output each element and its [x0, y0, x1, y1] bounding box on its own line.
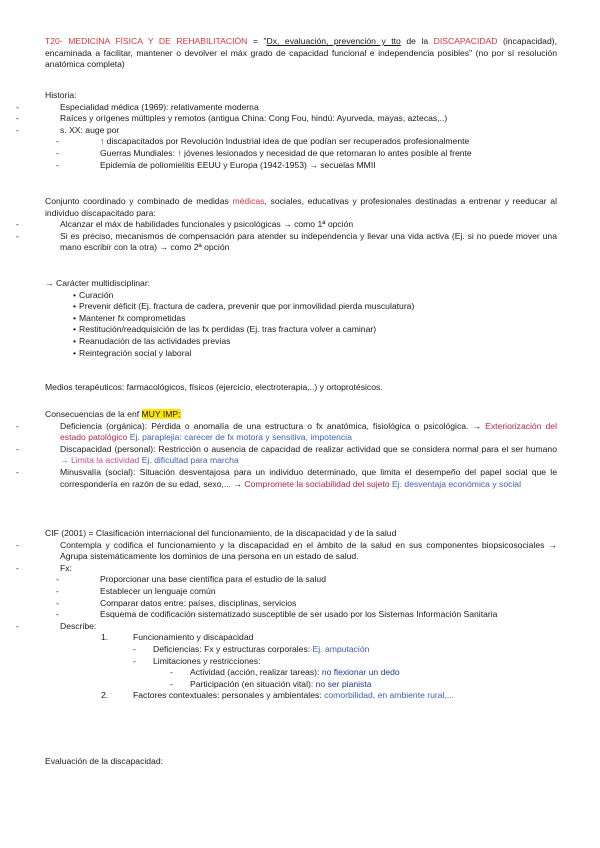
cif-num-2: 2.	[101, 690, 109, 701]
cif-fx-text: Establecer un lenguaje común	[100, 585, 216, 596]
caracter-item-text: Reanudación de las actividades previas	[79, 335, 231, 346]
list-item	[45, 667, 557, 679]
list-item	[0, 444, 557, 467]
list-item	[45, 690, 557, 702]
list-item	[45, 644, 557, 656]
list-item	[45, 656, 557, 668]
list-item	[0, 160, 557, 172]
deficiencia-text: Deficiencia (orgánica): Pérdida o anomalía de una estructura o fx anatómica, fisiológica o psicológica. →	[60, 420, 486, 431]
list-item	[45, 313, 557, 325]
minusvalia-text: Minusvalía (social): Situación desventajosa para un individuo determinado, que limita el desempeño del papel social que le correspondería en razón de su edad, sexo,... →	[60, 466, 557, 489]
cif-act-example: no flexionar un dedo	[321, 667, 400, 678]
discapacidad-example: Ej. dificultad para marcha	[141, 455, 239, 466]
conjunto-item-text: Alcanzar el máx de habilidades funcionales y psicológicas → como 1ª opción	[60, 219, 354, 230]
list-item	[45, 301, 557, 313]
list-item	[0, 102, 557, 114]
consecuencias-heading: Consecuencias de la enf	[45, 409, 142, 419]
historia-sub-text: Epidemia de poliomielitis EEUU y Europa (1942-1953) → secuelas MMII	[100, 159, 376, 170]
cif-heading: CIF (2001) = Clasificación internacional del funcionamiento, de la discapacidad y de la salud	[45, 528, 397, 538]
cif-ctx-example: comorbilidad, en ambiente rural,...	[324, 690, 455, 701]
list-item	[0, 421, 557, 444]
historia-item-text: s. XX: auge por	[60, 124, 120, 135]
historia-heading: Historia:	[45, 90, 77, 100]
caracter-section	[45, 278, 557, 359]
list-item	[0, 113, 557, 125]
title-rest: (incapacidad), encaminada a facilitar, mantener o devolver el máx grado de capacidad funcional e independencia posibles" (no por sí resolución anatómica completa)	[45, 36, 557, 70]
cif-describe-label: Describe:	[60, 620, 97, 631]
historia-item-text: Especialidad médica (1969): relativamente moderna	[60, 101, 259, 112]
caracter-item-text: Mantener fx comprometidas	[79, 312, 186, 323]
historia-sub-text: ↑ discapacitados por Revolución Industrial idea de que podían ser recuperados profesionalmente	[100, 136, 470, 147]
cif-part-label: Participación (en situación vital):	[190, 678, 316, 689]
deficiencia-example: Ej. paraplejia: carecer de fx motora y sensitiva, impotencia	[129, 432, 352, 443]
title-of: de la	[400, 36, 434, 46]
conjunto-pre: Conjunto coordinado y combinado de medidas	[45, 196, 233, 206]
historia-item-text: Raíces y orígenes múltiples y remotos (antigua China: Cong Fou, hindú: Ayurveda, mayas, aztecas,..)	[60, 113, 448, 124]
list-item	[0, 563, 557, 575]
list-item	[0, 609, 557, 621]
list-item	[0, 574, 557, 586]
medios-text: Medios terapéuticos: farmacológicos, físicos (ejercicio, electroterapia,..) y ortoprotésicos.	[45, 382, 383, 392]
cif-ctx-label: Factores contextuales: personales y ambientales:	[133, 690, 325, 701]
caracter-item-text: Reintegración social y laboral	[79, 347, 192, 358]
list-item	[0, 231, 557, 254]
list-item	[45, 324, 557, 336]
caracter-item-text: Prevenir déficit (Ej. fractura de cadera, prevenir que por inmovilidad pierda musculatura)	[79, 301, 415, 312]
conjunto-section	[45, 196, 557, 254]
conjunto-item-text: Si es preciso, mecanismos de compensación para atender su independencia y llevar una vida activa (Ej. si no puede mover una mano escribir con la otra) → como 2ª opción	[60, 230, 557, 253]
minusvalia-red: Compromete la sociabilidad del sujeto	[244, 478, 393, 489]
cif-section	[45, 528, 557, 702]
deficiencia-red: Exteriorización del estado patológico	[60, 420, 557, 443]
cif-part-example: no ser pianista	[315, 678, 372, 689]
cif-num-1: 1.	[101, 632, 109, 643]
list-item	[0, 219, 557, 231]
caracter-item-text: Restitución/readquisición de las fx perdidas (Ej. tras fractura volver a caminar)	[79, 324, 377, 335]
list-item	[0, 621, 557, 633]
list-item	[0, 125, 557, 137]
list-item	[0, 148, 557, 160]
consecuencias-highlight: MUY IMP:	[141, 409, 181, 419]
historia-sub-text: Guerras Mundiales: ↑ jóvenes lesionados y necesidad de que retornaran lo antes posible al frente	[100, 147, 472, 158]
list-item	[45, 290, 557, 302]
list-item	[45, 348, 557, 360]
list-item	[0, 540, 557, 563]
historia-section	[45, 90, 557, 171]
list-item	[45, 679, 557, 691]
discapacidad-text: Discapacidad (personal): Restricción o ausencia de capacidad de realizar actividad que se considera normal para el ser humano	[60, 443, 557, 454]
cif-fx-text: Comparar datos entre: países, disciplinas, servicios	[100, 597, 297, 608]
cif-def-example: Ej. amputación	[312, 643, 370, 654]
cif-func-text: Funcionamiento y discapacidad	[133, 632, 254, 643]
list-item	[0, 598, 557, 610]
medios-paragraph	[45, 382, 557, 394]
minusvalia-example: Ej. desventaja económica y social	[392, 478, 521, 489]
caracter-item-text: Curación	[79, 289, 114, 300]
evaluacion-heading: Evaluación de la discapacidad:	[45, 756, 164, 766]
intro-paragraph	[45, 36, 557, 71]
title-code: T20- MEDICINA FÍSICA Y DE REHABILITACIÓN	[45, 36, 248, 46]
list-item	[45, 632, 557, 644]
caracter-heading: → Carácter multidisciplinar:	[45, 278, 151, 288]
evaluacion-heading-block	[45, 756, 557, 768]
title-discapacidad: DISCAPACIDAD	[433, 36, 498, 46]
cif-lim-text: Limitaciones y restricciones:	[153, 655, 261, 666]
cif-fx-text: Proporcionar una base científica para el estudio de la salud	[100, 574, 326, 585]
title-underlined: Dx, evaluación, prevención y tto	[266, 36, 401, 46]
cif-fx-label: Fx:	[60, 562, 72, 573]
cif-fx-text: Esquema de codificación sistematizado susceptible de ser usado por los Sistemas Información Sanitaria	[100, 609, 498, 620]
conjunto-post: , sociales, educativas y profesionales destinadas a entrenar y reeducar al individuo discapacitado para:	[45, 196, 557, 218]
list-item	[0, 136, 557, 148]
cif-act-label: Actividad (acción, realizar tareas):	[190, 667, 322, 678]
consecuencias-section	[45, 409, 557, 490]
list-item	[0, 467, 557, 490]
conjunto-medicas: médicas	[232, 196, 265, 206]
discapacidad-red: → Limita la actividad	[60, 455, 142, 466]
list-item	[0, 586, 557, 598]
title-eq: = "	[247, 36, 267, 46]
list-item	[45, 336, 557, 348]
cif-item-text: Contempla y codifica el funcionamiento y la discapacidad en el ámbito de la salud en sus componentes biopsicosociales → Agrupa sistemáticamente los dominios de una persona en un estado de salud.	[60, 539, 557, 562]
cif-def-label: Deficiencias: Fx y estructuras corporales:	[153, 643, 313, 654]
